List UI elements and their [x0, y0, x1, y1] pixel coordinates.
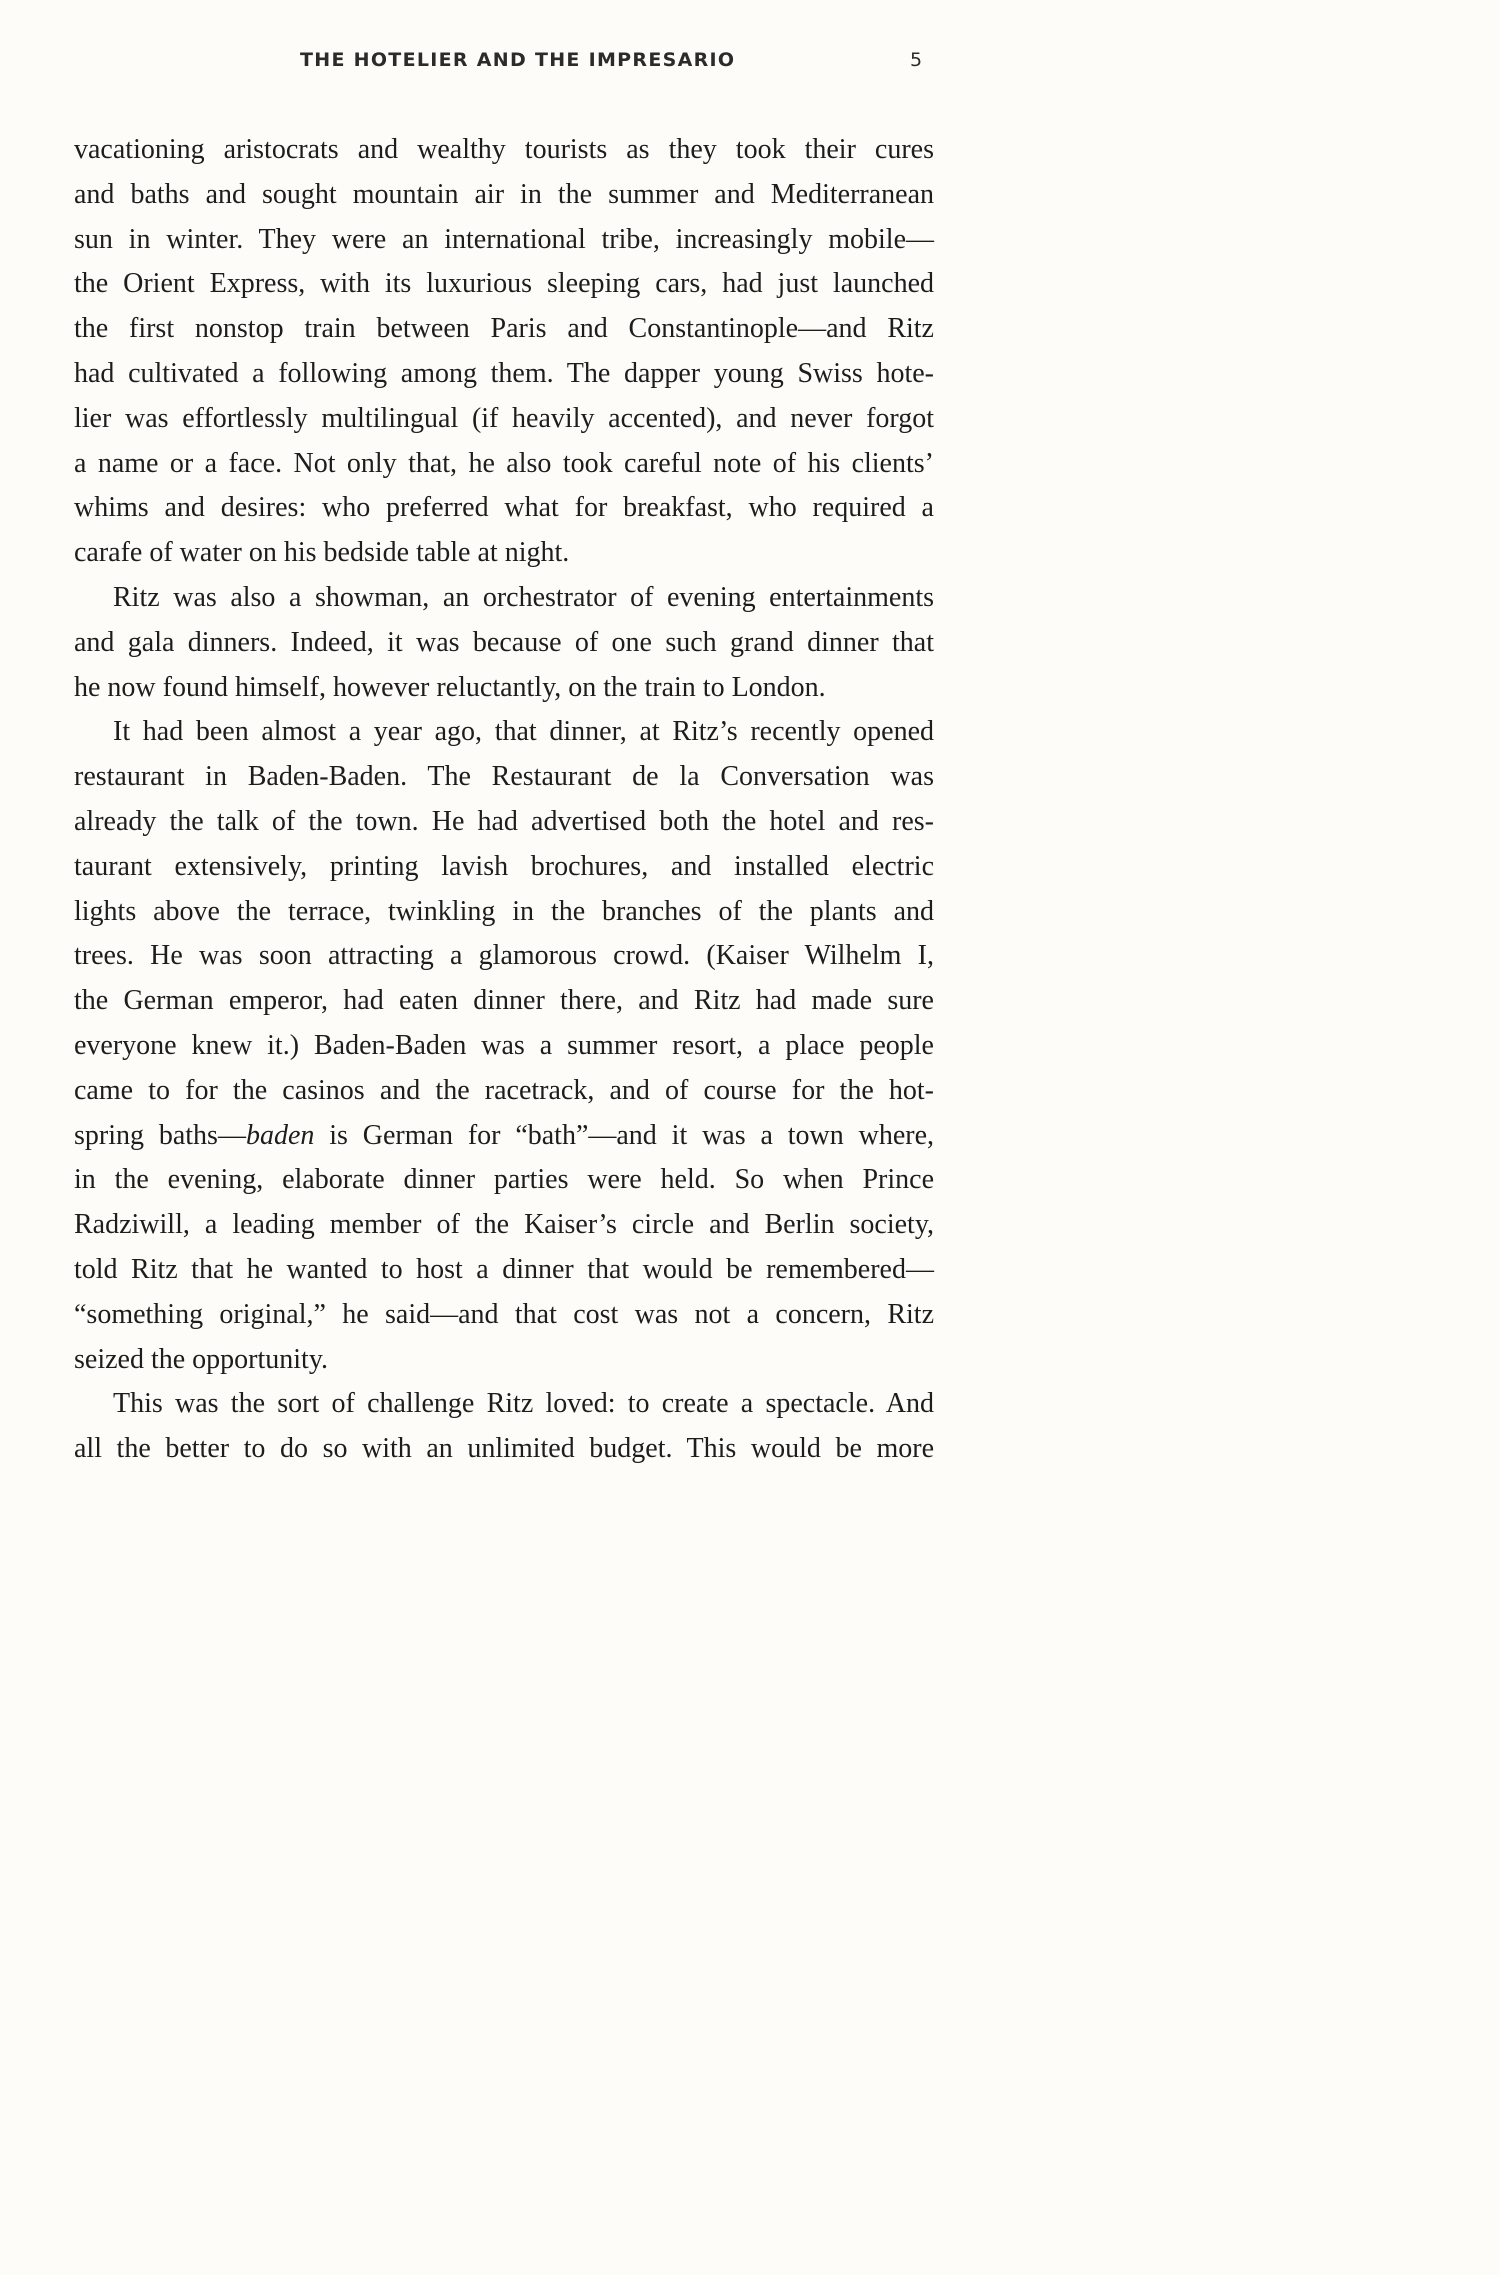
- book-page: [0, 0, 1034, 1568]
- text-line: “something original,” he said—and that cost was not a concern, Ritz: [74, 1298, 934, 1330]
- text-line: had cultivated a following among them. The dapper young Swiss hote-: [74, 357, 934, 389]
- text-line: and baths and sought mountain air in the summer and Mediterranean: [74, 178, 934, 210]
- text-line: sun in winter. They were an international tribe, increasingly mobile—: [74, 223, 934, 255]
- text-line: Ritz was also a showman, an orchestrator of evening entertainments: [113, 581, 934, 613]
- text-line: in the evening, elaborate dinner parties were held. So when Prince: [74, 1164, 934, 1196]
- text-line: restaurant in Baden-Baden. The Restaurant de la Conversation was: [74, 761, 934, 793]
- text-line: everyone knew it.) Baden-Baden was a summer resort, a place people: [74, 1029, 934, 1061]
- text-line: taurant extensively, printing lavish brochures, and installed electric: [74, 850, 934, 882]
- text-line: carafe of water on his bedside table at night.: [74, 537, 570, 569]
- text-line: already the talk of the town. He had advertised both the hotel and res-: [74, 805, 934, 837]
- page-number: 5: [910, 49, 923, 71]
- text-line: whims and desires: who preferred what for breakfast, who required a: [74, 492, 934, 524]
- text-line: he now found himself, however reluctantly, on the train to London.: [74, 671, 826, 703]
- text-line: came to for the casinos and the racetrack, and of course for the hot-: [74, 1074, 934, 1106]
- text-line: the German emperor, had eaten dinner there, and Ritz had made sure: [74, 985, 934, 1017]
- text-line: the Orient Express, with its luxurious sleeping cars, had just launched: [74, 268, 934, 300]
- text-line: seized the opportunity.: [74, 1343, 329, 1375]
- text-line: and gala dinners. Indeed, it was because of one such grand dinner that: [74, 626, 934, 658]
- text-line: lights above the terrace, twinkling in the branches of the plants and: [74, 895, 934, 927]
- text-line: [74, 1114, 934, 1159]
- italic-word: baden: [245, 1119, 315, 1151]
- text-line: It had been almost a year ago, that dinner, at Ritz’s recently opened: [113, 716, 934, 748]
- running-head: THE HOTELIER AND THE IMPRESARIO: [300, 49, 736, 71]
- text-line: lier was effortlessly multilingual (if heavily accented), and never forgot: [74, 402, 934, 434]
- text-line: vacationing aristocrats and wealthy tourists as they took their cures: [74, 134, 934, 165]
- text-line: the first nonstop train between Paris and Constantinople—and Ritz: [74, 313, 934, 345]
- text-line: trees. He was soon attracting a glamorous crowd. (Kaiser Wilhelm I,: [74, 940, 934, 972]
- text-line: Radziwill, a leading member of the Kaiser’s circle and Berlin society,: [74, 1209, 934, 1241]
- text-line: told Ritz that he wanted to host a dinner that would be remembered—: [74, 1253, 934, 1285]
- text-segment: spring baths—: [74, 1119, 246, 1151]
- text-segment: is German for “bath”—and it was a town where,: [314, 1119, 934, 1151]
- text-line: a name or a face. Not only that, he also took careful note of his clients’: [74, 447, 934, 479]
- text-line: all the better to do so with an unlimited budget. This would be more: [74, 1433, 934, 1465]
- text-line: This was the sort of challenge Ritz loved: to create a spectacle. And: [113, 1388, 934, 1420]
- body-text: [74, 128, 934, 1472]
